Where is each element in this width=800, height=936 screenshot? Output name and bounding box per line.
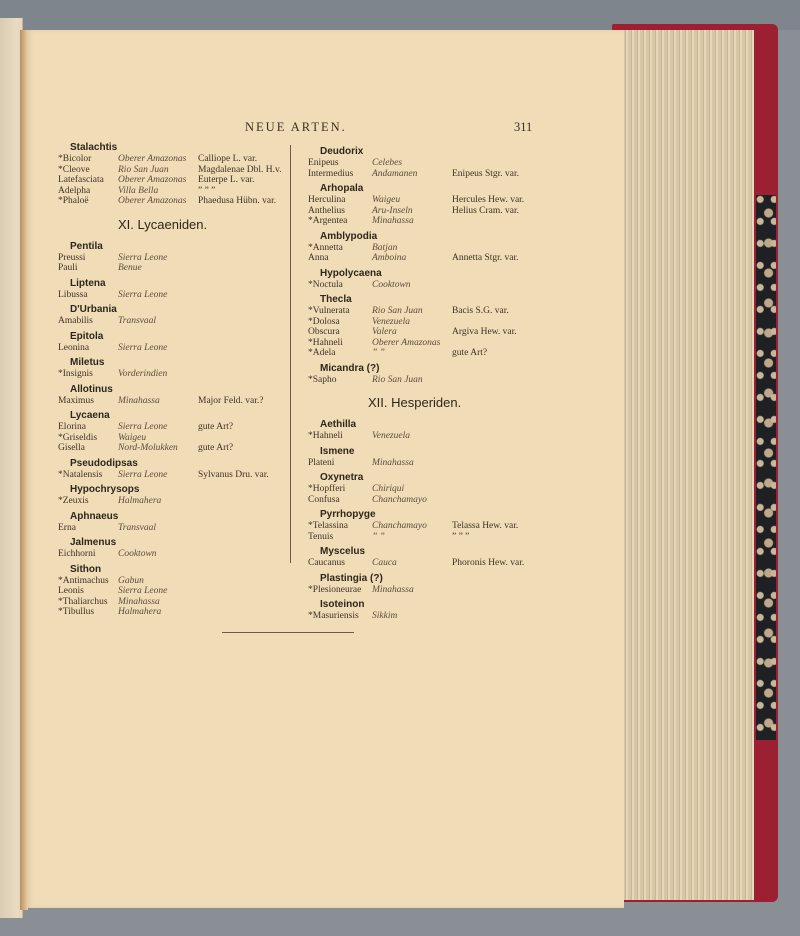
species-row bbox=[58, 175, 298, 186]
species-row bbox=[58, 165, 298, 176]
remark: Phoronis Hew. var. bbox=[452, 558, 525, 568]
locality: Transvaal bbox=[118, 316, 157, 326]
species-row bbox=[58, 576, 298, 587]
species-name: Elorina bbox=[58, 422, 86, 432]
genus-heading: Isoteinon bbox=[320, 599, 365, 610]
locality: Vorderindien bbox=[118, 369, 168, 379]
species-row bbox=[58, 433, 298, 444]
species-name: Eichhorni bbox=[58, 549, 96, 559]
species-name: Intermedius bbox=[308, 168, 354, 179]
species-row bbox=[58, 496, 298, 507]
remark: Sylvanus Dru. var. bbox=[198, 469, 269, 480]
locality: Sierra Leone bbox=[118, 469, 168, 480]
species-name: *Noctula bbox=[308, 279, 343, 290]
locality: Rio San Juan bbox=[118, 164, 169, 175]
species-row bbox=[308, 611, 568, 622]
species-name: Libussa bbox=[58, 289, 88, 300]
genus-heading: Amblypodia bbox=[320, 230, 378, 242]
species-name: Tenuis bbox=[308, 531, 334, 542]
species-name: *Bicolor bbox=[58, 154, 92, 164]
species-row bbox=[58, 586, 298, 597]
locality: Aru-Inseln bbox=[372, 205, 413, 216]
locality: Valera bbox=[372, 327, 397, 337]
species-name: Preussi bbox=[58, 252, 86, 263]
species-name: *Cleove bbox=[58, 164, 90, 175]
genus-heading: Lycaena bbox=[70, 410, 110, 421]
locality: Halmahera bbox=[118, 496, 162, 506]
species-name: Adelpha bbox=[58, 185, 91, 196]
locality: Sierra Leone bbox=[118, 342, 168, 353]
remark: gute Art? bbox=[198, 443, 234, 453]
species-name: *Tibullus bbox=[58, 607, 95, 617]
species-row bbox=[308, 317, 568, 328]
species-row bbox=[308, 327, 568, 338]
species-row bbox=[308, 306, 568, 317]
species-name: *Telassina bbox=[308, 521, 348, 531]
locality: Rio San Juan bbox=[372, 374, 423, 385]
genus-heading: Plastingia (?) bbox=[320, 572, 383, 584]
genus-heading: Stalachtis bbox=[70, 142, 118, 153]
species-name: Enipeus bbox=[308, 158, 339, 168]
species-name: Maximus bbox=[58, 395, 94, 406]
species-name: *Insignis bbox=[58, 369, 93, 379]
species-name: *Argentea bbox=[308, 216, 348, 226]
locality: Gabun bbox=[118, 575, 144, 586]
left-column bbox=[58, 138, 298, 618]
genus-heading: Pyrrhopyge bbox=[320, 509, 376, 520]
locality: Transvaal bbox=[118, 522, 157, 533]
remark: Phaedusa Hübn. var. bbox=[198, 196, 277, 206]
remark: Telassa Hew. var. bbox=[452, 521, 519, 531]
species-row bbox=[58, 253, 298, 264]
species-row bbox=[58, 196, 298, 207]
species-name: *Hopfferi bbox=[308, 484, 346, 494]
species-row bbox=[308, 195, 568, 206]
species-row bbox=[308, 495, 568, 506]
species-name: Leonina bbox=[58, 342, 90, 353]
locality: ” ” bbox=[372, 531, 385, 542]
genus-heading: Liptena bbox=[70, 277, 106, 289]
species-name: Caucanus bbox=[308, 558, 345, 568]
genus-heading: Hypochrysops bbox=[70, 484, 140, 495]
species-row bbox=[308, 243, 568, 254]
genus-heading: Epitola bbox=[70, 330, 104, 342]
locality: Oberer Amazonas bbox=[118, 175, 187, 185]
species-row bbox=[308, 158, 568, 169]
locality: Halmahera bbox=[118, 607, 162, 617]
locality: Minahassa bbox=[118, 395, 160, 406]
species-name: *Antimachus bbox=[58, 575, 109, 586]
species-row bbox=[58, 549, 298, 560]
locality: Benue bbox=[118, 263, 142, 273]
species-row bbox=[308, 521, 568, 532]
species-name: Pauli bbox=[58, 263, 78, 273]
remark: ” ” ” bbox=[198, 185, 216, 196]
species-row bbox=[308, 338, 568, 349]
species-name: Herculina bbox=[308, 195, 346, 205]
genus-heading: Allotinus bbox=[70, 383, 113, 395]
locality: Minahassa bbox=[372, 584, 414, 595]
locality: Nord-Molukken bbox=[118, 443, 178, 453]
genus-heading: Jalmenus bbox=[70, 537, 117, 548]
genus-heading: Pseudodipsas bbox=[70, 457, 138, 469]
species-name: *Natalensis bbox=[58, 469, 103, 480]
species-row bbox=[308, 431, 568, 442]
remark: Euterpe L. var. bbox=[198, 175, 255, 185]
species-name: Anthelius bbox=[308, 205, 345, 216]
remark: Major Feld. var.? bbox=[198, 395, 264, 406]
species-row bbox=[308, 348, 568, 359]
genus-heading: Oxynetra bbox=[320, 472, 364, 483]
species-name: *Hahneli bbox=[308, 337, 343, 348]
page-edges bbox=[622, 30, 754, 900]
species-row bbox=[58, 607, 298, 618]
locality: Waigeu bbox=[372, 195, 401, 205]
species-row bbox=[308, 532, 568, 543]
genus-heading: Thecla bbox=[320, 294, 352, 305]
species-name: *Phaloë bbox=[58, 196, 89, 206]
species-row bbox=[308, 585, 568, 596]
species-name: *Sapho bbox=[308, 374, 337, 385]
remark: Helius Cram. var. bbox=[452, 205, 520, 216]
genus-heading: Miletus bbox=[70, 357, 105, 368]
gutter bbox=[20, 30, 28, 910]
locality: Cooktown bbox=[118, 549, 157, 559]
page-number: 311 bbox=[514, 120, 533, 134]
species-name: Plateni bbox=[308, 457, 335, 468]
family-heading: XII. Hesperiden. bbox=[368, 395, 462, 410]
species-row bbox=[58, 154, 298, 165]
species-row bbox=[58, 369, 298, 380]
genus-heading: Sithon bbox=[70, 563, 102, 575]
book-page bbox=[24, 30, 624, 908]
locality: Chanchamayo bbox=[372, 521, 427, 531]
genus-heading: D'Urbania bbox=[70, 304, 117, 315]
locality: Villa Bella bbox=[118, 185, 159, 196]
species-row bbox=[58, 470, 298, 481]
remark: Argiva Hew. var. bbox=[452, 327, 517, 337]
remark: ” ” ” bbox=[452, 531, 470, 542]
locality: Oberer Amazonas bbox=[372, 337, 441, 348]
locality: Minahassa bbox=[372, 457, 414, 468]
species-row bbox=[308, 375, 568, 386]
species-name: Gisella bbox=[58, 443, 85, 453]
remark: Magdalenae Dbl. H.v. bbox=[198, 164, 282, 175]
species-name: Confusa bbox=[308, 494, 340, 505]
locality: Minahassa bbox=[118, 596, 160, 607]
locality: Waigeu bbox=[118, 432, 147, 443]
locality: Sierra Leone bbox=[118, 586, 168, 596]
locality: Celebes bbox=[372, 158, 403, 168]
species-row bbox=[308, 458, 568, 469]
marbled-cover-panel bbox=[756, 195, 776, 740]
species-row bbox=[58, 343, 298, 354]
locality: Oberer Amazonas bbox=[118, 196, 187, 206]
locality: Minahassa bbox=[372, 216, 414, 226]
locality: Cauca bbox=[372, 558, 397, 568]
locality: Sikkim bbox=[372, 611, 398, 621]
remark: Enipeus Stgr. var. bbox=[452, 168, 520, 179]
locality: Sierra Leone bbox=[118, 252, 168, 263]
species-row bbox=[58, 396, 298, 407]
species-row bbox=[308, 216, 568, 227]
species-row bbox=[308, 253, 568, 264]
genus-heading: Hypolycaena bbox=[320, 267, 382, 279]
species-row bbox=[308, 169, 568, 180]
genus-heading: Micandra (?) bbox=[320, 362, 380, 374]
locality: Andamanen bbox=[372, 168, 418, 179]
species-row bbox=[58, 290, 298, 301]
species-name: *Masuriensis bbox=[308, 611, 359, 621]
genus-heading: Aethilla bbox=[320, 419, 357, 430]
species-name: Amabilis bbox=[58, 316, 93, 326]
species-name: *Plesioneurae bbox=[308, 584, 362, 595]
locality: Amboina bbox=[372, 253, 407, 263]
genus-heading: Deudorix bbox=[320, 146, 364, 157]
genus-heading: Ismene bbox=[320, 445, 355, 457]
species-row bbox=[58, 597, 298, 608]
remark: Hercules Hew. var. bbox=[452, 195, 525, 205]
species-name: *Thaliarchus bbox=[58, 596, 108, 607]
species-name: *Hahneli bbox=[308, 431, 343, 441]
locality: ” ” bbox=[372, 348, 385, 358]
species-row bbox=[58, 186, 298, 197]
species-name: Leonis bbox=[58, 586, 84, 596]
species-name: Latefasciata bbox=[58, 175, 104, 185]
genus-heading: Pentila bbox=[70, 240, 103, 252]
species-row bbox=[308, 558, 568, 569]
locality: Rio San Juan bbox=[372, 306, 423, 316]
locality: Cooktown bbox=[372, 279, 411, 290]
family-heading: XI. Lycaeniden. bbox=[118, 216, 208, 232]
locality: Venezuela bbox=[372, 316, 410, 327]
remark: gute Art? bbox=[198, 422, 234, 432]
genus-heading: Arhopala bbox=[320, 183, 364, 194]
remark: Calliope L. var. bbox=[198, 154, 258, 164]
species-row bbox=[308, 484, 568, 495]
genus-heading: Aphnaeus bbox=[70, 510, 119, 522]
species-name: *Annetta bbox=[308, 242, 343, 253]
locality: Batjan bbox=[372, 242, 398, 253]
species-name: *Zeuxis bbox=[58, 496, 89, 506]
species-row bbox=[58, 316, 298, 327]
species-name: *Dolosa bbox=[308, 316, 340, 327]
running-head: NEUE ARTEN. bbox=[245, 120, 347, 134]
locality: Chiriqui bbox=[372, 484, 405, 494]
locality: Sierra Leone bbox=[118, 422, 168, 432]
species-row bbox=[308, 206, 568, 217]
remark: Annetta Stgr. var. bbox=[452, 253, 519, 263]
locality: Chanchamayo bbox=[372, 494, 427, 505]
remark: gute Art? bbox=[452, 348, 488, 358]
end-rule bbox=[222, 632, 354, 633]
species-name: *Adela bbox=[308, 348, 336, 358]
species-name: Erna bbox=[58, 522, 76, 533]
remark: Bacis S.G. var. bbox=[452, 306, 509, 316]
right-column bbox=[308, 142, 568, 622]
species-row bbox=[58, 523, 298, 534]
species-name: *Griseldis bbox=[58, 432, 98, 443]
locality: Sierra Leone bbox=[118, 289, 168, 300]
species-row bbox=[58, 443, 298, 454]
species-name: Anna bbox=[308, 253, 329, 263]
species-name: *Vulnerata bbox=[308, 306, 350, 316]
species-row bbox=[58, 263, 298, 274]
species-row bbox=[58, 422, 298, 433]
species-name: Obscura bbox=[308, 327, 340, 337]
locality: Venezuela bbox=[372, 431, 410, 441]
genus-heading: Myscelus bbox=[320, 546, 366, 557]
locality: Oberer Amazonas bbox=[118, 154, 187, 164]
species-row bbox=[308, 280, 568, 291]
